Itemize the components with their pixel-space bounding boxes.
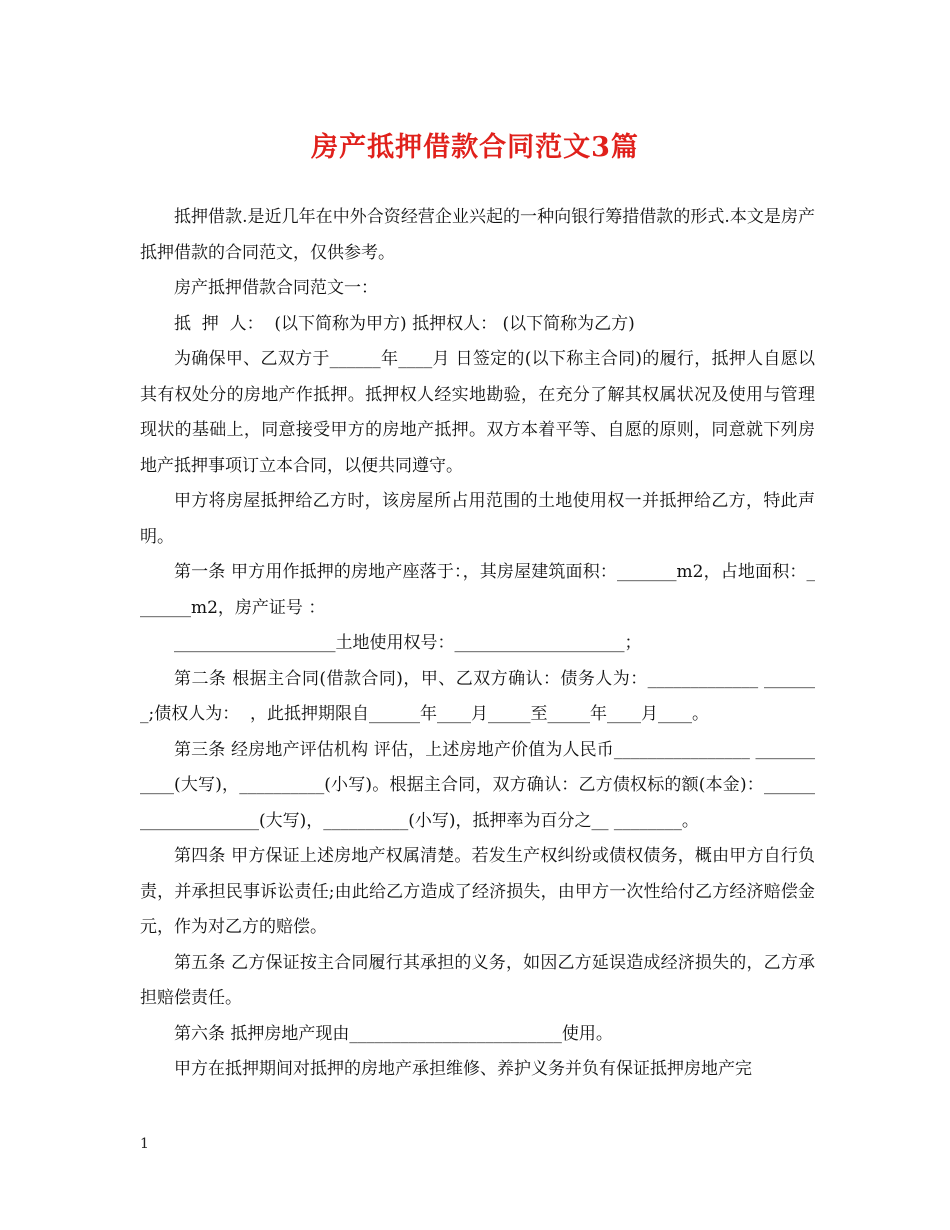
paragraph-article-3: 第三条 经房地产评估机构 评估，上述房地产价值为人民币________________ ___________(大写)，__________(小写)。根据主合同，双方确认：乙方债权标的额(本金)：____________________(大写)，__________(小写)，抵押率为百分之__ ________。 <box>140 739 815 831</box>
paragraph-intro: 抵押借款.是近几年在中外合资经营企业兴起的一种向银行筹措借款的形式.本文是房产抵押借款的合同范文，仅供参考。 <box>140 207 815 263</box>
document-title: 房产抵押借款合同范文3篇 <box>311 132 639 163</box>
document-body <box>140 200 815 1088</box>
paragraph-article-6: 第六条 抵押房地产现由_________________________使用。 <box>174 1023 613 1044</box>
paragraph-article-1: 第一条 甲方用作抵押的房地产座落于：，其房屋建筑面积：_______m2，占地面积：_______m2，房产证号 ： <box>140 562 815 618</box>
paragraph-maintenance: 甲方在抵押期间对抵押的房地产承担维修、养护义务并负有保证抵押房地产完 <box>174 1059 752 1079</box>
paragraph-article-4: 第四条 甲方保证上述房地产权属清楚。若发生产权纠纷或债权债务，概由甲方自行负责，并承担民事诉讼责任;由此给乙方造成了经济损失，由甲方一次性给付乙方经济赔偿金元，作为对乙方的赔偿。 <box>140 846 815 937</box>
paragraph-article-2: 第二条 根据主合同(借款合同)，甲、乙双方确认：债务人为：_____________ _______;债权人为： ，此抵押期限自______年____月_____至_____年____月____。 <box>140 668 815 724</box>
paragraph-heading-sample-one: 房产抵押借款合同范文一： <box>174 278 378 298</box>
paragraph-article-5: 第五条 乙方保证按主合同履行其承担的义务，如因乙方延误造成经济损失的，乙方承担赔偿责任。 <box>140 952 815 1008</box>
page-number: 1 <box>140 1136 149 1152</box>
paragraph-purpose: 为确保甲、乙双方于______年____月 日签定的(以下称主合同)的履行，抵押人自愿以其有权处分的房地产作抵押。抵押权人经实地勘验，在充分了解其权属状况及使用与管理现状的基础上，同意接受甲方的房地产抵押。双方本着平等、自愿的原则，同意就下列房地产抵押事项订立本合同，以便共同遵守。 <box>140 349 815 476</box>
paragraph-parties: 抵 押 人： (以下简称为甲方) 抵押权人： (以下简称为乙方) <box>174 313 635 334</box>
paragraph-land-use-statement: 甲方将房屋抵押给乙方时，该房屋所占用范围的土地使用权一并抵押给乙方，特此声明。 <box>140 491 815 547</box>
paragraph-article-1-continued: ___________________土地使用权号：____________________； <box>174 633 642 653</box>
